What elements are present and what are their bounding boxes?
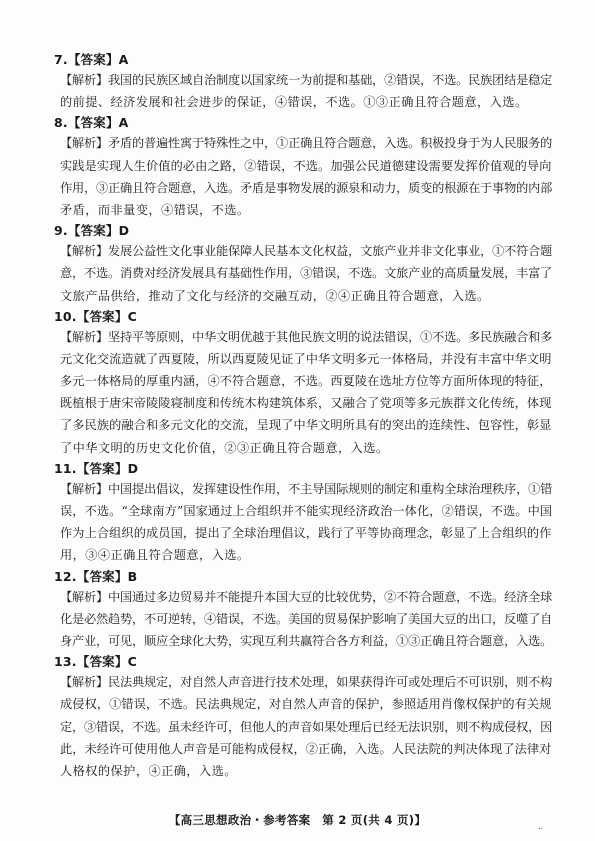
explanation-line: 【解析】坚持平等原则，中华文明优越于其他民族文明的说法错误，①不选。多民族融合和多 [60, 329, 553, 344]
question-number: 12. [54, 568, 77, 584]
answer-line [54, 567, 560, 586]
explanation-line: 【解析】发展公益性文化事业能保障人民基本文化权益，文旅产业并非文化事业，①不符合题 [60, 244, 553, 259]
explanation-line: 【解析】中国通过多边贸易并不能提升本国大豆的比较优势，②不符合题意，不选。经济全球 [60, 589, 553, 604]
answer-line [54, 307, 560, 326]
answer-label: 【答案】 [76, 308, 128, 324]
explanation-line: 【解析】我国的民族区域自治制度以国家统一为前提和基础，②错误，不选。民族团结是稳定 [60, 73, 553, 87]
explanation-line: 多元一体格局的厚重内涵，④不符合题意，不选。西夏陵在选址方位等方面所体现的特征， [60, 374, 552, 389]
answer-label: 【答案】 [76, 654, 128, 670]
question-number: 9. [54, 223, 68, 239]
answer-key-body [54, 50, 560, 782]
answer-line [54, 113, 560, 132]
question-block [54, 307, 560, 459]
answer-choice: A [118, 115, 129, 131]
explanation-line: 成侵权，①错误，不选。民法典规定，对自然人声音的保护，参照适用肖像权保护的有关规 [60, 697, 552, 712]
question-number: 8. [54, 115, 68, 131]
answer-label: 【答案】 [67, 223, 119, 239]
explanation-line: 矛盾，而非量变，④错误，不选。 [60, 202, 250, 217]
explanation-line: 人格权的保护，④正确，入选。 [60, 763, 237, 778]
explanation-line: 化是必然趋势，不可逆转，④错误，不选。美国的贸易保护影响了美国大豆的出口，反噬了自 [60, 611, 553, 626]
answer-choice: D [118, 223, 130, 239]
explanation-line: 【解析】矛盾的普遍性寓于特殊性之中，①正确且符合题意，入选。积极投身于为人民服务的 [60, 136, 553, 151]
answer-choice: D [127, 460, 139, 476]
question-block [54, 459, 560, 567]
answer-line [54, 50, 560, 69]
explanation-line: 实践是实现人生价值的必由之路，②错误，不选。加强公民道德建设需要发挥价值观的导向 [60, 158, 552, 173]
answer-label: 【答案】 [76, 460, 128, 476]
question-number: 13. [54, 654, 77, 670]
answer-label: 【答案】 [76, 568, 128, 584]
explanation-line: 用，③④正确且符合题意，入选。 [60, 548, 250, 563]
question-block [54, 50, 560, 113]
question-block [54, 652, 560, 782]
page-footer: 【高三思想政治・参考答案 第 2 页(共 4 页)】 [168, 813, 427, 827]
question-block [54, 221, 560, 307]
answer-line [54, 221, 560, 240]
question-number: 11. [54, 460, 77, 476]
question-block [54, 567, 560, 653]
explanation-line: 作为上合组织的成员国，提出了全球治理倡议，践行了平等协商理念，彰显了上合组织的作 [60, 526, 552, 541]
answer-choice: B [127, 568, 138, 584]
explanation-line: 身产业，可见，顺应全球化大势，实现互利共赢符合各方利益，①③正确且符合题意，入选。 [60, 633, 553, 648]
explanation-line: 定，③错误，不选。虽未经许可，但他人的声音如果处理后已经无法识别，则不构成侵权，因 [60, 719, 553, 734]
question-number: 7. [54, 52, 68, 67]
question-block [54, 113, 560, 221]
corner-mark: .. [538, 822, 544, 831]
answer-choice: A [118, 52, 129, 67]
answer-label: 【答案】 [67, 52, 119, 67]
explanation-line: 了中华文明的历史文化价值，②③正确且符合题意，入选。 [60, 440, 389, 455]
explanation-line: 既植根于唐宋帝陵陵寝制度和传统木构建筑体系，又融合了党项等多元族群文化传统，体现 [60, 396, 552, 411]
explanation-line: 了多民族的融合和多元文化的交流，呈现了中华文明所具有的突出的连续性、包容性，彰显 [60, 418, 552, 433]
explanation-line: 元文化交流造就了西夏陵，所以西夏陵见证了中华文明多元一体格局，并没有丰富中华文明 [60, 351, 552, 366]
explanation-line: 【解析】民法典规定，对自然人声音进行技术处理，如果获得许可或处理后不可识别，则不构 [60, 675, 553, 690]
explanation-line: 【解析】中国提出倡议，发挥建设性作用，不主导国际规则的制定和重构全球治理秩序，①错 [60, 481, 553, 496]
explanation-line: 文旅产品供给，推动了文化与经济的交融互动，②④正确且符合题意，入选。 [60, 288, 490, 303]
answer-label: 【答案】 [67, 115, 119, 131]
explanation-line: 此，未经许可使用他人声音是可能构成侵权，②正确，入选。人民法院的判决体现了法律对 [60, 741, 552, 756]
explanation-line: 的前提、经济发展和社会进步的保证，④错误，不选。①③正确且符合题意，入选。 [60, 95, 528, 110]
explanation-line: 误，不选。“全球南方”国家通过上合组织并不能实现经济政治一体化，②错误，不选。中国 [60, 504, 553, 518]
answer-choice: C [127, 654, 137, 670]
question-number: 10. [54, 308, 77, 324]
answer-line [54, 459, 560, 478]
answer-choice: C [127, 308, 137, 324]
answer-line [54, 652, 560, 671]
explanation-line: 意，不选。消费对经济发展具有基础性作用，③错误，不选。文旅产业的高质量发展，丰富了 [60, 266, 553, 281]
explanation-line: 作用，③正确且符合题意，入选。矛盾是事物发展的源泉和动力，质变的根源在于事物的内部 [60, 180, 553, 195]
